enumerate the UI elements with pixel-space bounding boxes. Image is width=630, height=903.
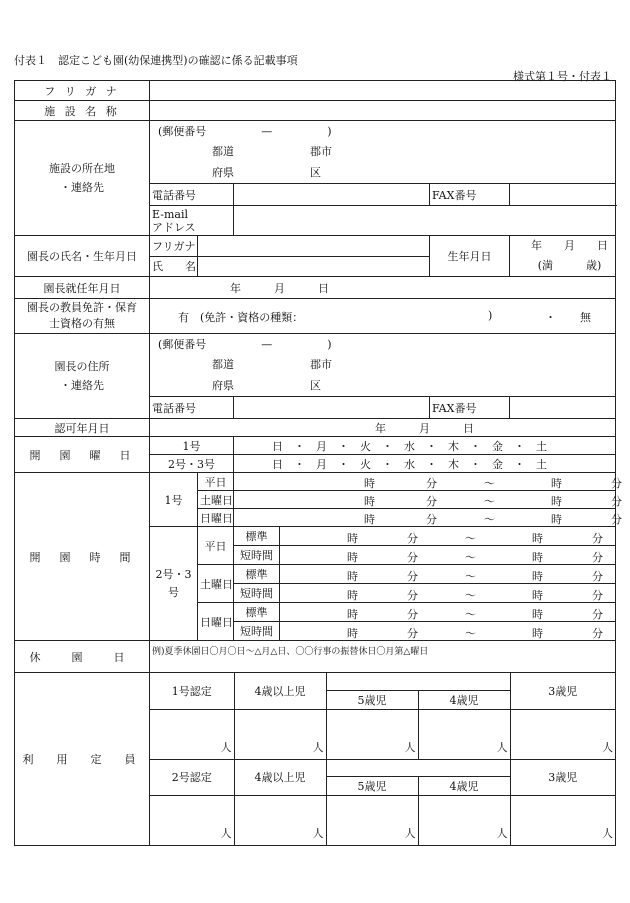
hour-end: 時 (532, 588, 543, 602)
director-city-label: 郡市 (310, 358, 332, 371)
minute-end: 分 (592, 626, 603, 640)
director-appointed-field[interactable]: 年 月 日 (150, 277, 616, 299)
range-tilde: 〜 (484, 494, 495, 508)
range-tilde: 〜 (484, 512, 495, 526)
director-name-dob-label: 園長の氏名・生年月日 (15, 236, 150, 277)
minute-end: 分 (611, 476, 622, 490)
holidays-example: 例)夏季休園日〇月〇日〜△月△日、〇〇行事の振替休日〇月第△曜日 (152, 647, 429, 657)
license-separator: ・ (545, 311, 556, 324)
standard-label: 標準 (234, 527, 280, 546)
hours-field[interactable] (280, 565, 616, 584)
director-appointed-label: 園長就任年月日 (15, 277, 150, 299)
capacity-over4-header: 4歳以上児 (234, 673, 326, 709)
license-label-line2: 士資格の有無 (49, 317, 115, 330)
hour-end: 時 (532, 569, 543, 583)
g23-saturday-label: 土曜日 (198, 565, 234, 603)
g23-weekday-label: 平日 (198, 527, 234, 565)
minute-start: 分 (407, 607, 418, 621)
minute-start: 分 (407, 569, 418, 583)
hour-start: 時 (364, 476, 375, 490)
capacity-input[interactable]: 人 (326, 795, 418, 845)
hours-field[interactable] (280, 603, 616, 622)
document-title: 付表１ 認定こども園(幼保連携型)の確認に係る記載事項 (14, 54, 298, 67)
postal-code-label: (郵便番号 — ) (158, 125, 332, 138)
minute-end: 分 (592, 550, 603, 564)
range-tilde: 〜 (465, 550, 476, 564)
standard-label: 標準 (234, 565, 280, 584)
hour-end: 時 (551, 476, 562, 490)
email-label-line1: E-mail (152, 207, 188, 221)
director-name-label: 氏 名 (150, 256, 198, 277)
license-yes: 有 (免許・資格の種類： (178, 311, 304, 324)
saturday-label: 土曜日 (198, 491, 234, 509)
minute-end: 分 (592, 607, 603, 621)
hours-field[interactable] (280, 584, 616, 603)
capacity-over4-header: 4歳以上児 (234, 759, 326, 795)
sunday-label: 日曜日 (198, 509, 234, 527)
prefecture-bottom: 府県 (212, 166, 234, 179)
approval-date-label: 認可年月日 (15, 419, 150, 437)
range-tilde: 〜 (465, 607, 476, 621)
facility-address-field[interactable] (150, 121, 616, 184)
hours-field[interactable] (234, 509, 622, 527)
open-days-selector[interactable]: 日 ・ 月 ・ 火 ・ 水 ・ 木 ・ 金 ・ 土 (234, 455, 616, 473)
open-days-category: 1号 (150, 437, 234, 455)
hour-start: 時 (347, 531, 358, 545)
capacity-age5-header: 5歳児 (326, 690, 418, 709)
capacity-input[interactable]: 人 (234, 795, 326, 845)
facility-address-label-line2: ・連絡先 (60, 181, 104, 194)
director-tel-field[interactable] (234, 397, 430, 419)
hour-end: 時 (532, 550, 543, 564)
minute-start: 分 (407, 550, 418, 564)
minute-start: 分 (407, 531, 418, 545)
open-hours-label: 開 園 時 間 (15, 473, 150, 641)
facility-furigana-field[interactable] (150, 81, 616, 101)
hour-end: 時 (551, 512, 562, 526)
capacity-input[interactable]: 人 (418, 709, 510, 759)
application-form-table (14, 80, 622, 846)
range-tilde: 〜 (465, 626, 476, 640)
license-label-line1: 園長の教員免許・保育 (27, 301, 137, 314)
hours-field[interactable] (280, 527, 616, 546)
director-license-field[interactable] (150, 299, 616, 334)
capacity-age4-header: 4歳児 (418, 776, 510, 795)
standard-label: 標準 (234, 603, 280, 622)
hours-field[interactable] (280, 622, 616, 641)
hour-start: 時 (347, 588, 358, 602)
capacity-input[interactable]: 人 (510, 709, 615, 759)
hour-end: 時 (532, 626, 543, 640)
license-close-paren: ) (488, 309, 493, 322)
facility-name-field[interactable] (150, 101, 616, 121)
open-days-selector[interactable]: 日 ・ 月 ・ 火 ・ 水 ・ 木 ・ 金 ・ 土 (234, 437, 616, 455)
minute-end: 分 (592, 588, 603, 602)
minute-start: 分 (426, 494, 437, 508)
approval-date-field[interactable]: 年 月 日 (150, 419, 616, 437)
director-dob-label: 生年月日 (430, 236, 510, 277)
form-number: 様式第１号・付表１ (513, 70, 612, 83)
director-tel-label: 電話番号 (150, 397, 234, 419)
capacity-input[interactable]: 人 (234, 709, 326, 759)
hours-field[interactable] (234, 491, 622, 509)
g23-sunday-label: 日曜日 (198, 603, 234, 641)
ward-label: 区 (310, 166, 321, 179)
minute-end: 分 (592, 531, 603, 545)
range-tilde: 〜 (465, 588, 476, 602)
facility-email-label (150, 206, 234, 236)
hour-end: 時 (532, 531, 543, 545)
minute-start: 分 (407, 626, 418, 640)
minute-end: 分 (592, 569, 603, 583)
hour-start: 時 (347, 569, 358, 583)
facility-fax-field[interactable] (510, 184, 616, 206)
prefecture-top: 都道 (212, 145, 234, 158)
facility-address-label (15, 121, 150, 236)
director-address-field[interactable] (150, 334, 616, 397)
capacity-age3-header: 3歳児 (510, 673, 615, 709)
short-hours-label: 短時間 (234, 584, 280, 603)
director-prefecture-top: 都道 (212, 358, 234, 371)
director-address-label (15, 334, 150, 419)
short-hours-label: 短時間 (234, 622, 280, 641)
capacity-input[interactable]: 人 (418, 795, 510, 845)
facility-fax-label: FAX番号 (430, 184, 510, 206)
facility-name-label: 施 設 名 称 (15, 101, 150, 121)
capacity-table (150, 673, 615, 845)
minute-end: 分 (611, 512, 622, 526)
holidays-label: 休 園 日 (15, 641, 150, 673)
range-tilde: 〜 (484, 476, 495, 490)
license-none: 無 (580, 311, 591, 324)
capacity-input[interactable]: 人 (510, 795, 615, 845)
director-age: (満 歳) (537, 259, 602, 272)
open-days-category: 2号・3号 (150, 455, 234, 473)
director-postal-label: (郵便番号 — ) (158, 338, 332, 351)
capacity-age4-header: 4歳児 (418, 690, 510, 709)
minute-start: 分 (407, 588, 418, 602)
email-label-line2: アドレス (152, 220, 196, 234)
hour-start: 時 (347, 550, 358, 564)
hour-start: 時 (364, 512, 375, 526)
hours-field[interactable] (280, 546, 616, 565)
capacity-spacer (326, 759, 510, 776)
director-fax-field[interactable] (510, 397, 616, 419)
hour-end: 時 (551, 494, 562, 508)
capacity-spacer (326, 673, 510, 690)
furigana-label: フ リ ガ ナ (15, 81, 150, 101)
director-name-field[interactable] (198, 256, 430, 277)
hour-start: 時 (364, 494, 375, 508)
director-furigana-label: フリガナ (150, 236, 198, 257)
group-23-line2: 号 (168, 585, 179, 599)
minute-start: 分 (426, 512, 437, 526)
capacity-grid (150, 673, 616, 846)
director-address-label-line2: ・連絡先 (60, 379, 104, 392)
hour-start: 時 (347, 626, 358, 640)
director-fax-label: FAX番号 (430, 397, 510, 419)
hours-field[interactable] (234, 473, 622, 491)
capacity-age5-header: 5歳児 (326, 776, 418, 795)
hour-end: 時 (532, 607, 543, 621)
capacity-input[interactable]: 人 (150, 709, 234, 759)
facility-address-label-line1: 施設の所在地 (49, 162, 115, 175)
facility-tel-label: 電話番号 (150, 184, 234, 206)
open-hours-group-1: 1号 (150, 473, 198, 527)
city-label: 郡市 (310, 145, 332, 158)
open-days-label: 開 園 曜 日 (15, 437, 150, 473)
capacity-input[interactable]: 人 (326, 709, 418, 759)
facility-tel-field[interactable] (234, 184, 430, 206)
range-tilde: 〜 (465, 531, 476, 545)
capacity-input[interactable]: 人 (150, 795, 234, 845)
open-hours-group-23 (150, 527, 198, 641)
minute-end: 分 (611, 494, 622, 508)
minute-start: 分 (426, 476, 437, 490)
short-hours-label: 短時間 (234, 546, 280, 565)
holidays-field[interactable] (150, 641, 616, 673)
director-dob-field[interactable] (510, 236, 616, 277)
weekday-label: 平日 (198, 473, 234, 491)
range-tilde: 〜 (465, 569, 476, 583)
director-license-label (15, 299, 150, 334)
director-dob-value: 年 月 日 (531, 239, 608, 252)
director-ward-label: 区 (310, 379, 321, 392)
capacity-1go-label: 1号認定 (150, 673, 234, 709)
capacity-2go-label: 2号認定 (150, 759, 234, 795)
group-23-line1: 2号・3 (155, 567, 192, 581)
capacity-age3-header: 3歳児 (510, 759, 615, 795)
director-prefecture-bottom: 府県 (212, 379, 234, 392)
director-furigana-field[interactable] (198, 236, 430, 257)
director-address-label-line1: 園長の住所 (54, 360, 110, 373)
facility-email-field[interactable] (234, 206, 616, 236)
hour-start: 時 (347, 607, 358, 621)
capacity-label: 利 用 定 員 (15, 673, 150, 846)
